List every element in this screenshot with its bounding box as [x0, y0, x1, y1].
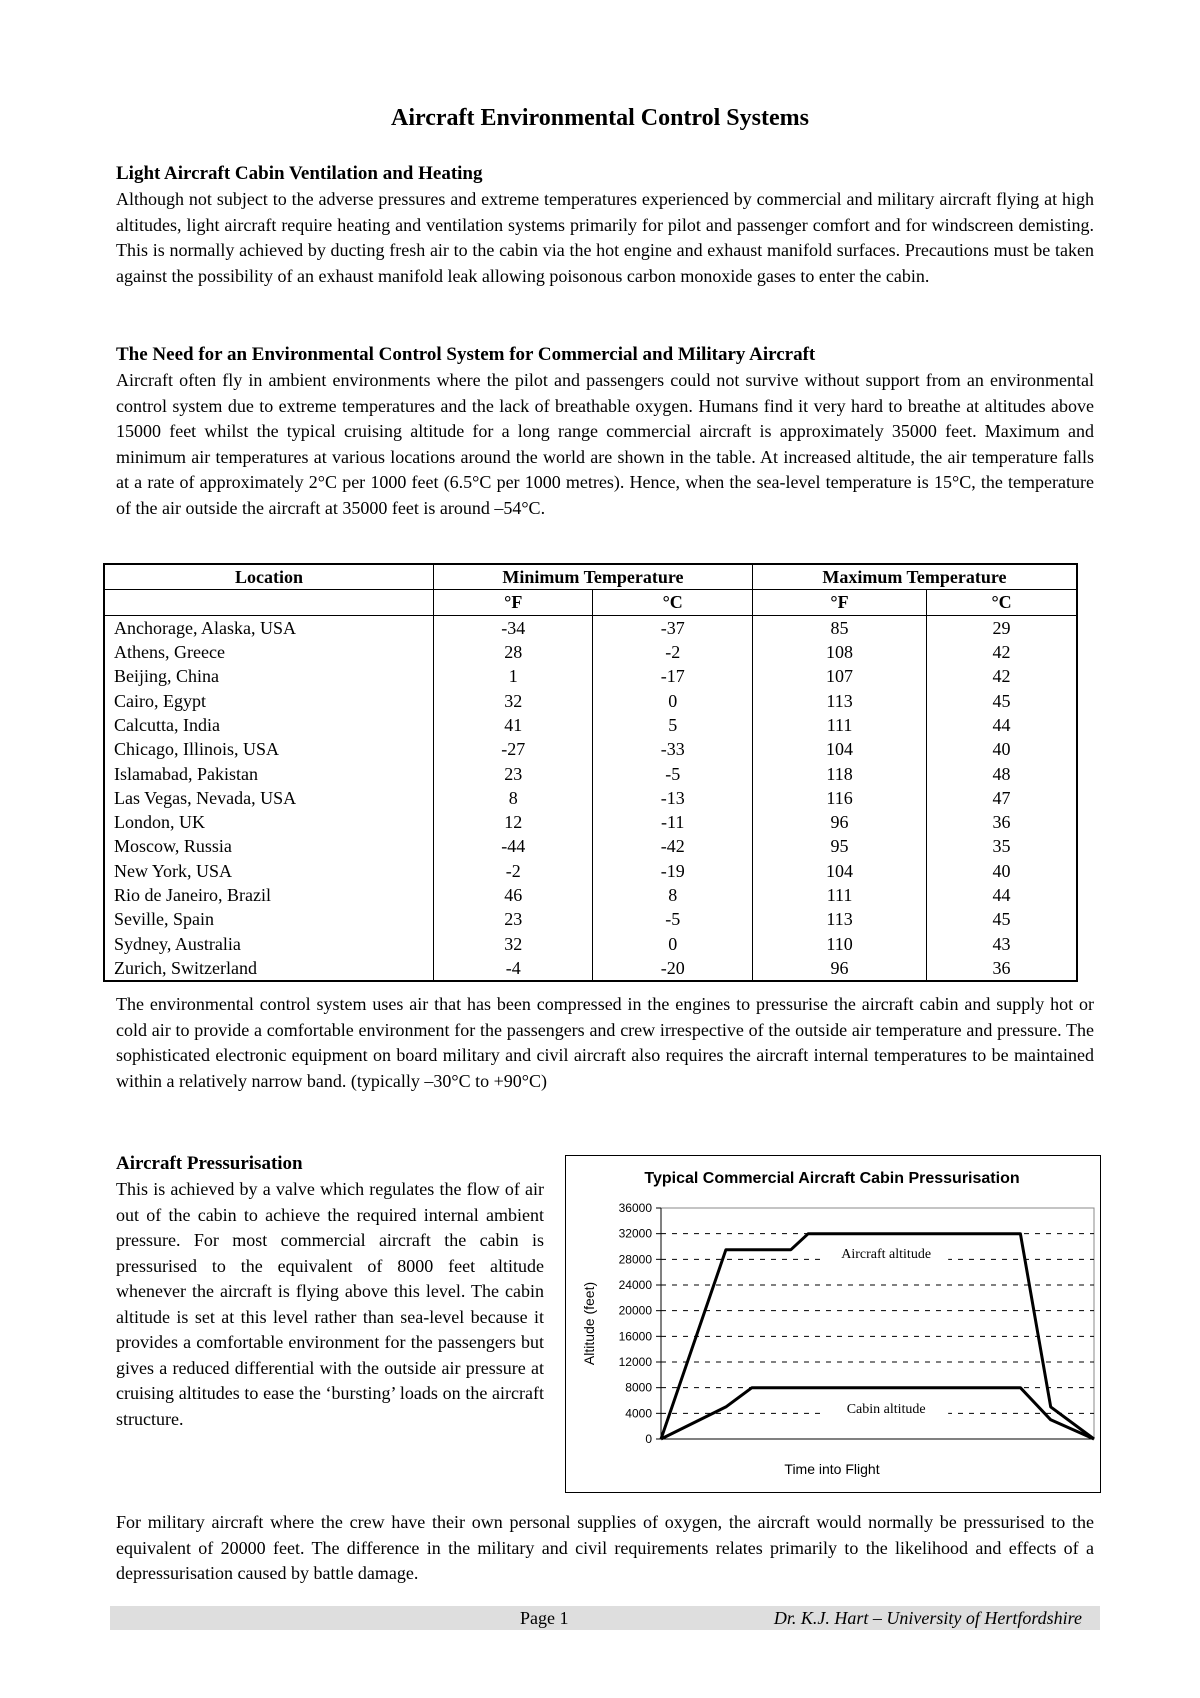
cell-value: 35 — [927, 834, 1077, 858]
document-title: Aircraft Environmental Control Systems — [391, 105, 809, 131]
temperature-table — [103, 563, 1078, 982]
cell-value: 5 — [593, 713, 752, 737]
cell-value: -11 — [593, 810, 752, 834]
cell-value: 48 — [927, 761, 1077, 785]
cell-value: 23 — [434, 761, 593, 785]
y-axis-label: Altitude (feet) — [581, 1281, 597, 1366]
y-tick-label: 20000 — [618, 1303, 652, 1318]
y-tick-label: 0 — [645, 1432, 652, 1446]
header-minimum: Minimum Temperature — [434, 564, 753, 590]
cell-location: London, UK — [104, 810, 434, 834]
table-row — [104, 859, 1077, 883]
table-row — [104, 615, 1077, 640]
cell-value: 36 — [927, 810, 1077, 834]
cell-location: Anchorage, Alaska, USA — [104, 615, 434, 640]
cell-value: -17 — [593, 664, 752, 688]
cell-value: 44 — [927, 883, 1077, 907]
cell-value: 42 — [927, 664, 1077, 688]
cell-value: 104 — [752, 859, 926, 883]
subheader-max-c: °C — [927, 590, 1077, 615]
cell-value: 116 — [752, 786, 926, 810]
cell-value: -42 — [593, 834, 752, 858]
cell-value: 113 — [752, 907, 926, 931]
table-row — [104, 956, 1077, 981]
cell-value: -44 — [434, 834, 593, 858]
y-tick-label: 32000 — [618, 1226, 652, 1241]
cell-value: 32 — [434, 931, 593, 955]
table-row — [104, 713, 1077, 737]
cell-value: -4 — [434, 956, 593, 981]
cell-value: 0 — [593, 688, 752, 712]
cell-value: 118 — [752, 761, 926, 785]
table-row — [104, 883, 1077, 907]
cell-value: 28 — [434, 640, 593, 664]
table-row — [104, 688, 1077, 712]
cell-value: 95 — [752, 834, 926, 858]
cell-value: 110 — [752, 931, 926, 955]
y-tick-label: 36000 — [618, 1201, 652, 1215]
cell-value: 23 — [434, 907, 593, 931]
subheader-min-f: °F — [434, 590, 593, 615]
y-tick-label: 8000 — [625, 1380, 652, 1395]
paragraph-pressurisation: This is achieved by a valve which regulates the flow of air out of the cabin to achieve the required internal ambient pressure. For most commercial aircraft the cabin is pressurised to the equivalent of 8000 feet altitude whenever the aircraft is flying above this level. The cabin altitude is set at this level rather than sea-level because it provides a comfortable environment for the passengers but gives a reduced differential with the outside air pressure at cruising altitudes to ease the ‘bursting’ loads on the aircraft structure. — [116, 1179, 544, 1429]
cell-value: 44 — [927, 713, 1077, 737]
cell-value: 107 — [752, 664, 926, 688]
cell-value: -2 — [593, 640, 752, 664]
cell-value: 45 — [927, 907, 1077, 931]
chart-title: Typical Commercial Aircraft Cabin Pressurisation — [644, 1170, 1020, 1187]
x-axis-label: Time into Flight — [784, 1461, 880, 1477]
cell-value: -13 — [593, 786, 752, 810]
cell-location: Athens, Greece — [104, 640, 434, 664]
cell-value: -34 — [434, 615, 593, 640]
page-number: Page 1 — [520, 1608, 569, 1628]
table-row — [104, 931, 1077, 955]
paragraph-ventilation: Although not subject to the adverse pressures and extreme temperatures experienced by commercial and military aircraft flying at high altitudes, light aircraft require heating and ventilation systems primarily for pilot and passenger comfort and for windscreen demisting. This is normally achieved by ducting fresh air to the cabin via the hot engine and exhaust manifold surfaces. Precautions must be taken against the possibility of an exhaust manifold leak allowing poisonous carbon monoxide gases to enter the cabin. — [116, 189, 1094, 286]
cell-location: Chicago, Illinois, USA — [104, 737, 434, 761]
cell-value: 45 — [927, 688, 1077, 712]
page-footer — [110, 1606, 1100, 1630]
paragraph-military: For military aircraft where the crew have their own personal supplies of oxygen, the aircraft would normally be pressurised to the equivalent of 20000 feet. The difference in the military and civil requirements relates primarily to the likelihood and effects of a depressurisation caused by battle damage. — [116, 1512, 1094, 1583]
section-heading-ventilation: Light Aircraft Cabin Ventilation and Heating — [116, 163, 483, 184]
cell-value: 40 — [927, 859, 1077, 883]
y-tick-label: 16000 — [618, 1329, 652, 1344]
footer-author: Dr. K.J. Hart – University of Hertfordshire — [773, 1608, 1082, 1628]
table-row — [104, 664, 1077, 688]
cell-location: Calcutta, India — [104, 713, 434, 737]
cell-value: 41 — [434, 713, 593, 737]
paragraph-ecs-need: Aircraft often fly in ambient environments where the pilot and passengers could not survive without support from an environmental control system due to extreme temperatures and the lack of breathable oxygen. Humans find it very hard to breathe at altitudes above 15000 feet whilst the typical cruising altitude for a long range commercial aircraft is approximately 35000 feet. Maximum and minimum air temperatures at various locations around the world are shown in the table. At increased altitude, the air temperature falls at a rate of approximately 2°C per 1000 feet (6.5°C per 1000 metres). Hence, when the sea-level temperature is 15°C, the temperature of the air outside the aircraft at 35000 feet is around –54°C. — [116, 370, 1094, 518]
cell-value: -5 — [593, 907, 752, 931]
cell-value: -19 — [593, 859, 752, 883]
cell-value: 32 — [434, 688, 593, 712]
cell-value: 12 — [434, 810, 593, 834]
cell-value: -5 — [593, 761, 752, 785]
cell-value: 96 — [752, 956, 926, 981]
table-row — [104, 834, 1077, 858]
y-tick-label: 12000 — [618, 1355, 652, 1369]
cell-value: 36 — [927, 956, 1077, 981]
cell-value: -37 — [593, 615, 752, 640]
cell-location: Cairo, Egypt — [104, 688, 434, 712]
cell-value: -33 — [593, 737, 752, 761]
table-row — [104, 786, 1077, 810]
cell-value: 42 — [927, 640, 1077, 664]
cell-value: 46 — [434, 883, 593, 907]
y-tick-label: 4000 — [625, 1406, 652, 1421]
chart-svg — [566, 1156, 1099, 1491]
cell-location: Moscow, Russia — [104, 834, 434, 858]
paragraph-ecs-function: The environmental control system uses air that has been compressed in the engines to pressurise the aircraft cabin and supply hot or cold air to provide a comfortable environment for the passengers and crew irrespective of the outside air temperature and pressure. The sophisticated electronic equipment on board military and civil aircraft also requires the aircraft internal temperatures to be maintained within a relatively narrow band. (typically –30°C to +90°C) — [116, 994, 1094, 1091]
section-heading-pressurisation: Aircraft Pressurisation — [116, 1153, 303, 1174]
cell-location: Zurich, Switzerland — [104, 956, 434, 981]
table-body — [104, 615, 1077, 981]
subheader-min-c: °C — [593, 590, 752, 615]
cell-value: 111 — [752, 883, 926, 907]
table-row — [104, 737, 1077, 761]
cell-location: Beijing, China — [104, 664, 434, 688]
cell-value: -20 — [593, 956, 752, 981]
cell-location: Las Vegas, Nevada, USA — [104, 786, 434, 810]
y-tick-label: 28000 — [618, 1252, 652, 1267]
cell-value: 8 — [434, 786, 593, 810]
annotation-cabin-altitude: Cabin altitude — [846, 1402, 926, 1418]
table-row — [104, 907, 1077, 931]
cell-value: 40 — [927, 737, 1077, 761]
table-row — [104, 810, 1077, 834]
cell-value: -27 — [434, 737, 593, 761]
header-maximum: Maximum Temperature — [752, 564, 1077, 590]
header-location: Location — [104, 564, 434, 590]
subheader-blank — [104, 590, 434, 615]
annotation-aircraft-altitude: Aircraft altitude — [841, 1246, 932, 1262]
pressurisation-chart — [565, 1155, 1101, 1493]
table-row — [104, 640, 1077, 664]
cell-value: 111 — [752, 713, 926, 737]
cell-value: 113 — [752, 688, 926, 712]
cell-value: 43 — [927, 931, 1077, 955]
cell-location: New York, USA — [104, 859, 434, 883]
cell-location: Sydney, Australia — [104, 931, 434, 955]
cell-value: 85 — [752, 615, 926, 640]
cell-location: Islamabad, Pakistan — [104, 761, 434, 785]
cell-value: 108 — [752, 640, 926, 664]
cell-value: 29 — [927, 615, 1077, 640]
cell-value: 47 — [927, 786, 1077, 810]
cell-value: 0 — [593, 931, 752, 955]
cell-value: 8 — [593, 883, 752, 907]
y-tick-label: 24000 — [618, 1278, 652, 1292]
cell-location: Seville, Spain — [104, 907, 434, 931]
section-heading-ecs-need: The Need for an Environmental Control System for Commercial and Military Aircraft — [116, 344, 816, 365]
cell-value: 104 — [752, 737, 926, 761]
cell-value: 1 — [434, 664, 593, 688]
cell-location: Rio de Janeiro, Brazil — [104, 883, 434, 907]
cell-value: 96 — [752, 810, 926, 834]
cell-value: -2 — [434, 859, 593, 883]
table-row — [104, 761, 1077, 785]
subheader-max-f: °F — [752, 590, 926, 615]
